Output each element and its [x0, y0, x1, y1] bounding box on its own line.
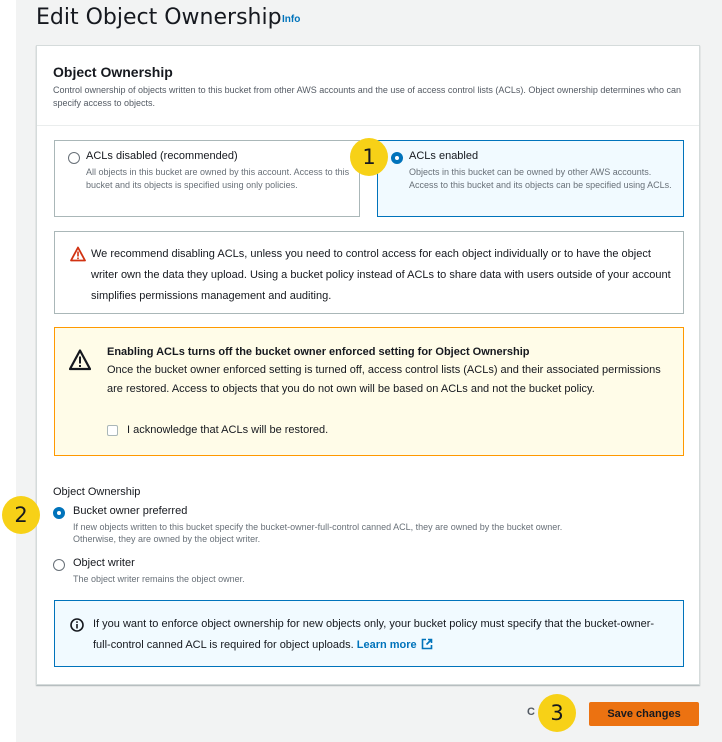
cancel-button[interactable]: C — [527, 706, 535, 718]
tile-acls-disabled[interactable] — [54, 140, 360, 217]
warning-triangle-icon — [69, 349, 91, 371]
info-link[interactable]: Info — [282, 14, 301, 25]
option-description: If new objects written to this bucket specify the bucket-owner-full-control canned ACL, they are owned by the bucket owner. Otherwise, they are owned by the object writer. — [73, 522, 563, 544]
acls-disabled-radio[interactable] — [68, 152, 80, 164]
info-message: If you want to enforce object ownership for new objects only, your bucket policy must specify that the bucket-owner-full-control canned ACL is required for object uploads. — [93, 618, 655, 651]
page-title: Edit Object Ownership — [36, 5, 282, 30]
learn-more-link[interactable] — [357, 639, 433, 651]
external-link-icon[interactable] — [421, 638, 433, 650]
acls-enabled-radio[interactable] — [391, 152, 403, 164]
warning-triangle-icon — [70, 246, 86, 262]
panel-description: Control ownership of objects written to this bucket from other AWS accounts and the use of access control lists (ACLs). Object ownership determines who can specify access to objects. — [53, 85, 681, 108]
recommendation-alert — [54, 231, 684, 314]
acl-warning-alert — [54, 327, 684, 456]
enforce-ownership-info-alert — [54, 600, 684, 667]
step-badge-2: 2 — [2, 496, 40, 534]
warning-title: Enabling ACLs turns off the bucket owner enforced setting for Object Ownership — [107, 346, 530, 358]
tile-label: ACLs disabled (recommended) — [86, 150, 238, 162]
bucket-owner-preferred-radio[interactable] — [53, 507, 65, 519]
step-badge-3: 3 — [538, 694, 576, 732]
learn-more-label[interactable]: Learn more — [356, 639, 417, 651]
tile-description: Objects in this bucket can be owned by other AWS accounts. Access to this bucket and its objects can be specified using ACLs. — [409, 167, 672, 190]
step-badge-1: 1 — [350, 138, 388, 176]
panel-title: Object Ownership — [53, 64, 173, 80]
ownership-field-label: Object Ownership — [53, 486, 141, 498]
option-label[interactable]: Object writer — [73, 557, 135, 569]
option-label[interactable]: Bucket owner preferred — [73, 505, 188, 517]
tile-acls-enabled[interactable] — [377, 140, 684, 217]
info-text — [93, 614, 663, 656]
panel-header — [37, 46, 699, 126]
tile-label: ACLs enabled — [409, 150, 479, 162]
save-changes-button[interactable]: Save changes — [589, 702, 699, 726]
info-circle-icon — [70, 618, 84, 632]
acknowledge-checkbox[interactable] — [107, 425, 118, 436]
warning-text: Once the bucket owner enforced setting is turned off, access control lists (ACLs) and their associated permissions are restored. Access to objects that you do not own will be based on ACLs and not the bucket policy. — [107, 364, 661, 395]
acknowledge-label[interactable]: I acknowledge that ACLs will be restored. — [127, 424, 329, 436]
option-description: The object writer remains the object owner. — [73, 574, 245, 584]
recommendation-text: We recommend disabling ACLs, unless you need to control access for each object individually or to have the object writer own the data they upload. Using a bucket policy instead of ACLs to share data with users outside of your account simplifies permissions management and auditing. — [91, 248, 671, 302]
object-writer-radio[interactable] — [53, 559, 65, 571]
tile-description: All objects in this bucket are owned by this account. Access to this bucket and its objects is specified using only policies. — [86, 167, 350, 190]
